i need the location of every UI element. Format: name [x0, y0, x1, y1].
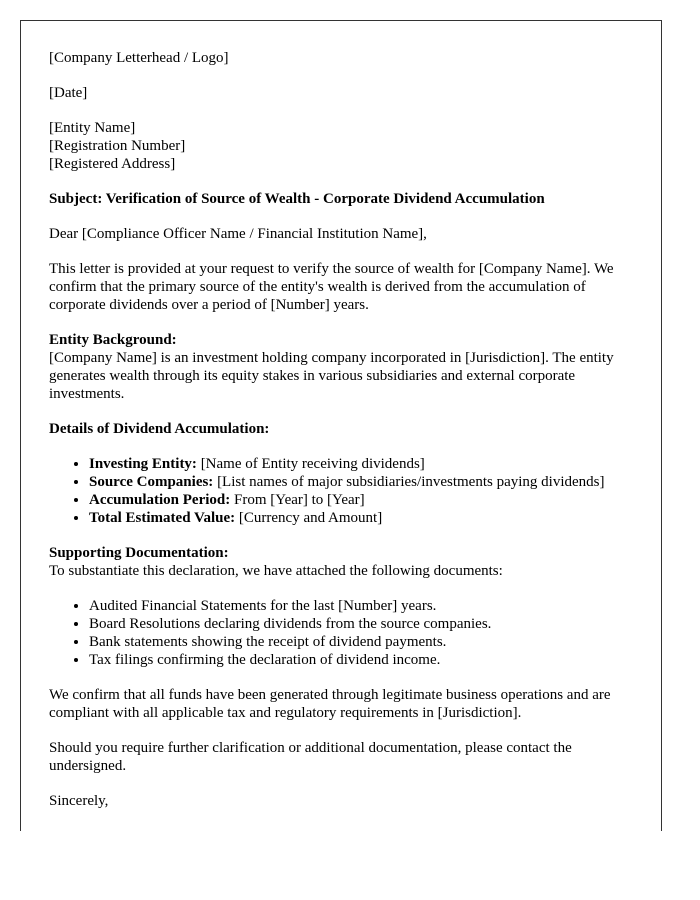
item-value: From [Year] to [Year] — [230, 492, 365, 508]
documentation-heading: Supporting Documentation: — [49, 545, 229, 561]
background-text: [Company Name] is an investment holding company incorporated in [Jurisdiction]. The entity generates wealth through its equity stakes in various subsidiaries and external corporate investments. — [49, 350, 614, 402]
list-item — [89, 491, 632, 509]
documentation-text: To substantiate this declaration, we have attached the following documents: — [49, 563, 503, 579]
list-item: • Tax filings confirming the declaration of dividend income. — [89, 651, 632, 669]
entity-name: [Entity Name] — [49, 120, 136, 136]
item-label: Total Estimated Value: — [89, 510, 236, 526]
background-heading: Entity Background: — [49, 332, 177, 348]
recipient-block — [49, 119, 632, 173]
item-value: [Name of Entity receiving dividends] — [196, 456, 425, 472]
letterhead: [Company Letterhead / Logo] — [49, 50, 229, 66]
item-label: Accumulation Period: — [89, 492, 231, 508]
item-label: Source Companies: — [89, 474, 214, 490]
registration-number: [Registration Number] — [49, 138, 186, 154]
confirmation-paragraph: We confirm that all funds have been generated through legitimate business operations and are compliant with all applicable tax and regulatory requirements in [Jurisdiction]. — [49, 687, 611, 721]
list-item: • Audited Financial Statements for the last [Number] years. — [89, 597, 632, 615]
closing: Sincerely, — [49, 793, 109, 809]
date: [Date] — [49, 85, 88, 101]
list-item: • Board Resolutions declaring dividends from the source companies. — [89, 615, 632, 633]
list-item: • Bank statements showing the receipt of dividend payments. — [89, 633, 632, 651]
list-item — [89, 509, 632, 527]
documentation-section — [49, 544, 632, 580]
intro-paragraph: This letter is provided at your request to verify the source of wealth for [Company Name]. We confirm that the primary source of the entity's wealth is derived from the accumulation of corporate dividends over a period of [Number] years. — [49, 261, 614, 313]
item-label: Investing Entity: — [89, 456, 197, 472]
list-item — [89, 455, 632, 473]
item-value: [Currency and Amount] — [235, 510, 383, 526]
subject-line: Subject: Verification of Source of Wealth - Corporate Dividend Accumulation — [49, 191, 545, 207]
background-section — [49, 331, 632, 403]
registered-address: [Registered Address] — [49, 156, 176, 172]
details-heading: Details of Dividend Accumulation: — [49, 421, 270, 437]
details-list — [49, 455, 632, 527]
salutation: Dear [Compliance Officer Name / Financial Institution Name], — [49, 226, 427, 242]
documentation-list — [49, 597, 632, 669]
letter-page — [20, 20, 662, 831]
item-value: [List names of major subsidiaries/investments paying dividends] — [213, 474, 605, 490]
contact-paragraph: Should you require further clarification or additional documentation, please contact the undersigned. — [49, 740, 572, 774]
list-item — [89, 473, 632, 491]
